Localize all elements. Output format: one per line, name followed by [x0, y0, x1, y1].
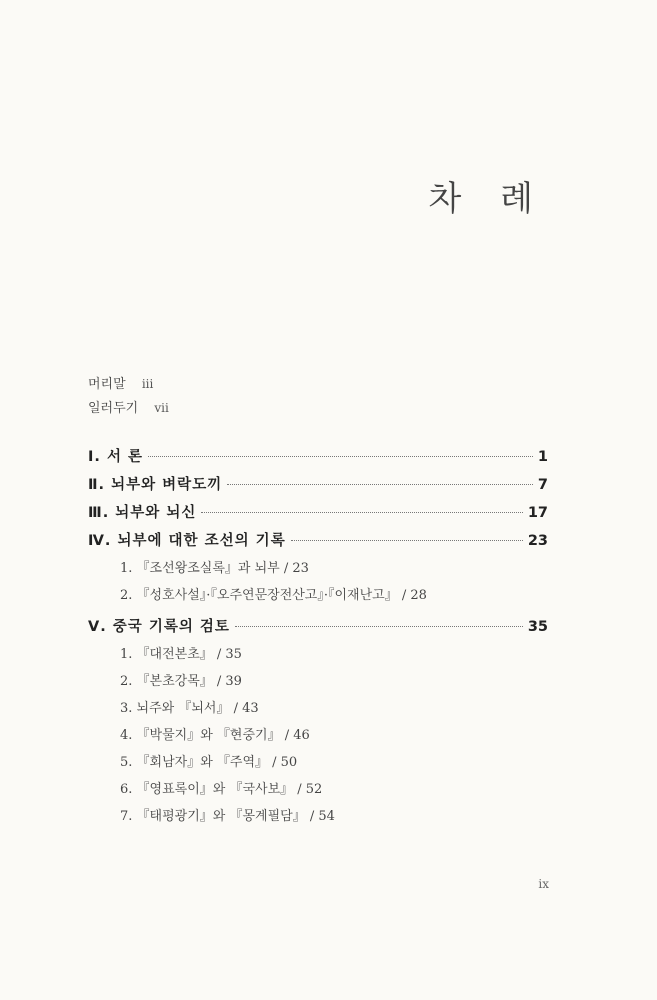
chapter-5-sections [120, 641, 548, 830]
section-entry[interactable]: 1. 『대전본초』 / 35 [120, 647, 242, 662]
chapter-3[interactable] [88, 499, 548, 527]
prelim-label: 머리말 [88, 377, 126, 392]
section-entry[interactable]: 3. 뇌주와 『뇌서』 / 43 [120, 701, 259, 716]
leader-dots [235, 626, 523, 627]
prelim-label: 일러두기 [88, 401, 139, 416]
chapter-title: Ⅳ. 뇌부에 대한 조선의 기록 [88, 533, 286, 549]
prelim-preface[interactable] [88, 372, 169, 396]
section-entry[interactable]: 1. 『조선왕조실록』과 뇌부 / 23 [120, 561, 309, 576]
section-entry[interactable]: 5. 『회남자』와 『주역』 / 50 [120, 755, 298, 770]
chapter-title: Ⅰ. 서 론 [88, 449, 144, 465]
chapter-2[interactable] [88, 471, 548, 499]
leader-dots [291, 540, 523, 541]
page-title: 차 례 [428, 178, 547, 219]
section-entry[interactable]: 2. 『성호사설』·『오주연문장전산고』·『이재난고』 / 28 [120, 588, 427, 603]
prelim-notes[interactable] [88, 396, 169, 420]
chapter-page: 1 [537, 449, 548, 465]
section-entry[interactable]: 7. 『태평광기』와 『몽계필담』 / 54 [120, 809, 335, 824]
section-entry[interactable]: 2. 『본초강목』 / 39 [120, 674, 242, 689]
section-entry[interactable]: 6. 『영표록이』와 『국사보』 / 52 [120, 782, 323, 797]
leader-dots [201, 512, 522, 513]
chapter-page: 35 [527, 619, 548, 635]
chapter-5[interactable] [88, 613, 548, 641]
table-of-contents [88, 443, 548, 834]
chapter-title: Ⅲ. 뇌부와 뇌신 [88, 505, 197, 521]
chapter-4[interactable] [88, 527, 548, 555]
leader-dots [148, 456, 533, 457]
section-entry[interactable]: 4. 『박물지』와 『현중기』 / 46 [120, 728, 310, 743]
page-number: ix [538, 877, 549, 891]
prelim-page: vii [154, 401, 169, 415]
leader-dots [227, 484, 533, 485]
chapter-page: 17 [527, 505, 548, 521]
chapter-page: 23 [527, 533, 548, 549]
chapter-4-sections [120, 555, 548, 609]
chapter-page: 7 [537, 477, 548, 493]
preliminaries [88, 372, 169, 420]
prelim-page: iii [141, 377, 154, 391]
chapter-title: Ⅴ. 중국 기록의 검토 [88, 619, 230, 635]
chapter-title: Ⅱ. 뇌부와 벼락도끼 [88, 477, 223, 493]
chapter-1[interactable] [88, 443, 548, 471]
